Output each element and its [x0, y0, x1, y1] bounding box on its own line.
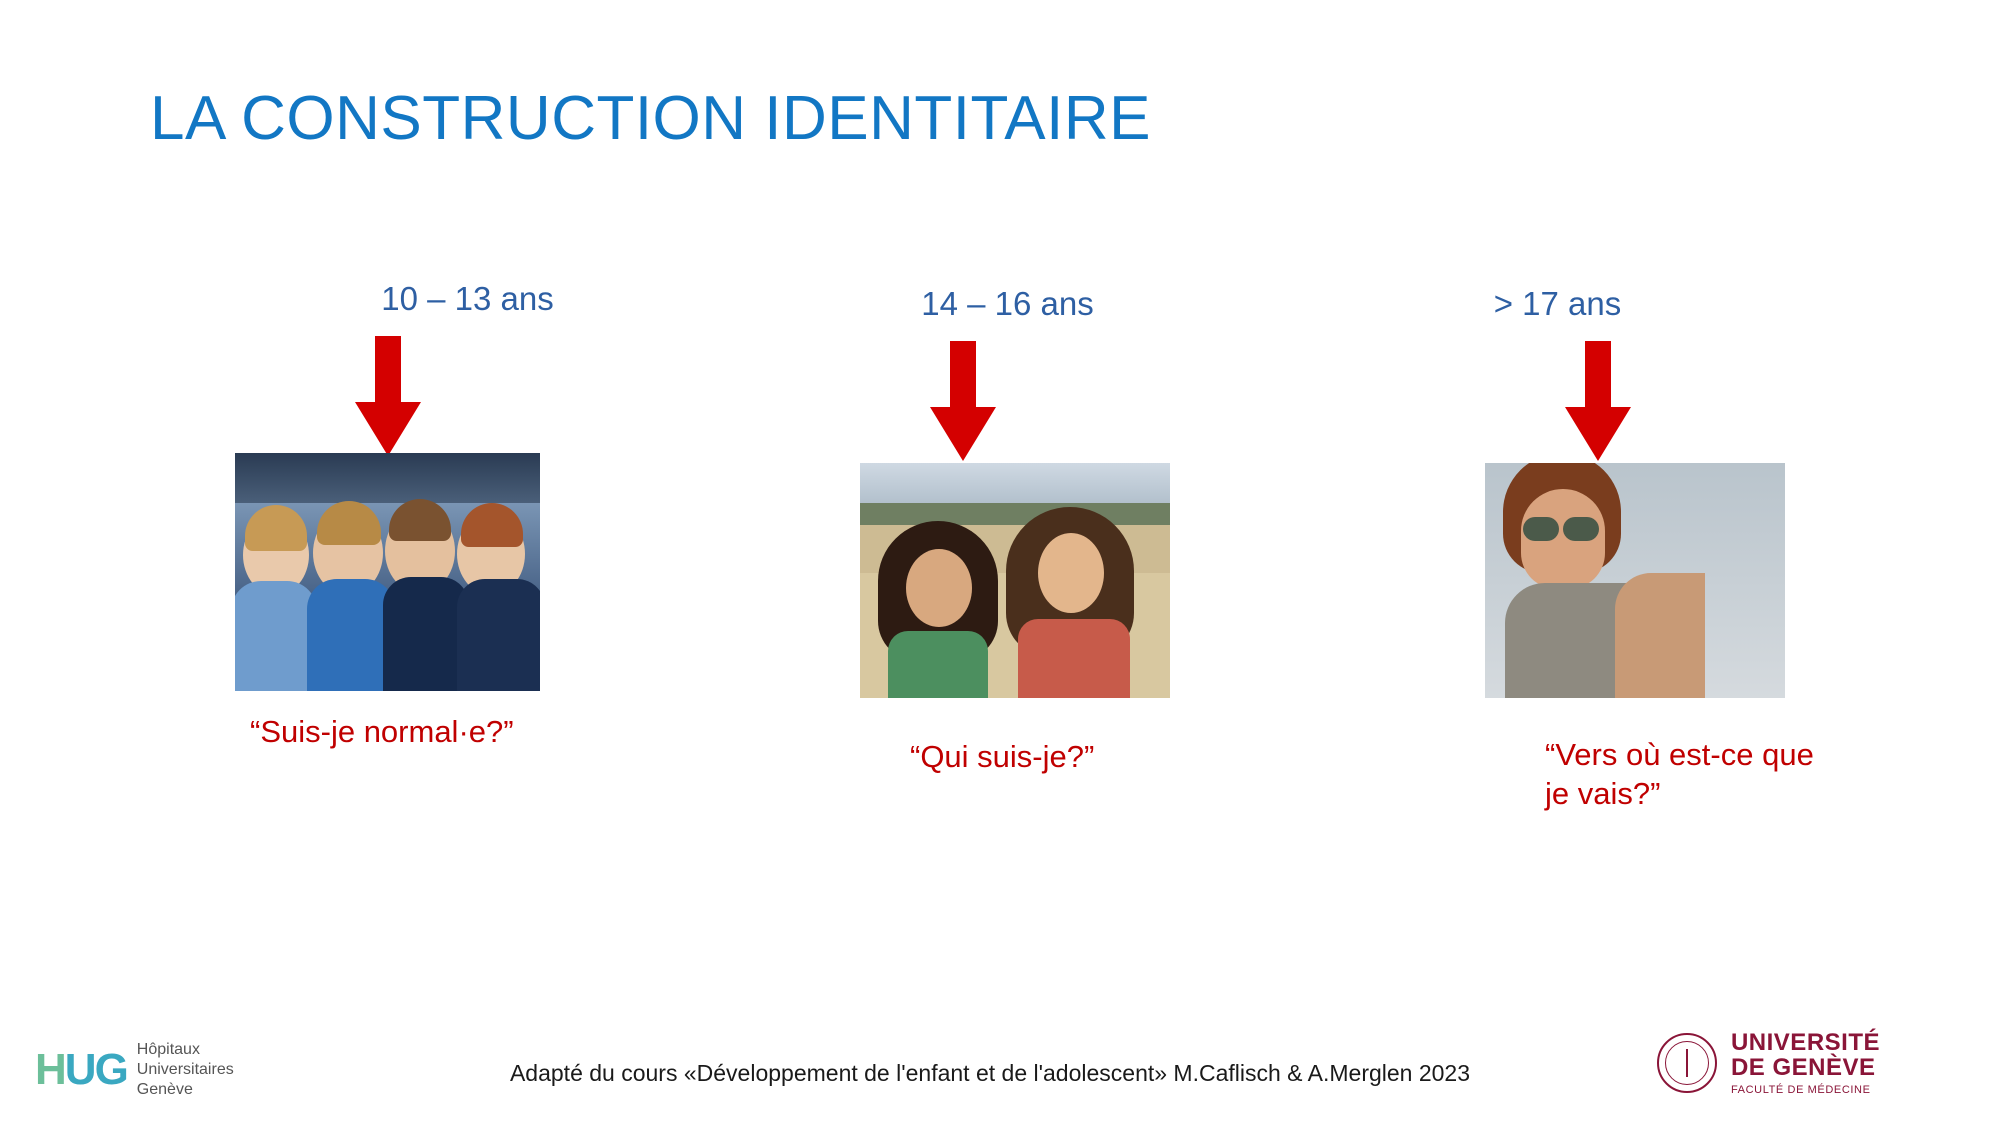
identity-stage-column-3	[1215, 280, 1814, 814]
age-label-1: 10 – 13 ans	[381, 280, 554, 317]
photo-stage-2	[860, 463, 1170, 698]
age-label-2: 14 – 16 ans	[921, 285, 1094, 322]
photo-stage-1	[235, 453, 540, 691]
arrow-container-2	[750, 323, 1220, 458]
hug-letter-h: H	[35, 1045, 65, 1094]
red-down-arrow-icon	[353, 336, 423, 458]
age-label-3: > 17 ans	[1493, 285, 1622, 322]
caption-stage-1: “Suis-je normal·e?”	[250, 714, 514, 749]
caption-stage-2: “Qui suis-je?”	[910, 739, 1095, 774]
hug-line-3: Genève	[136, 1081, 193, 1098]
hug-letter-g: G	[94, 1045, 127, 1094]
photo-stage-3	[1485, 463, 1785, 698]
hug-institution-name	[137, 1040, 234, 1100]
hug-letter-u: U	[64, 1045, 95, 1094]
unige-line-2: DE GENÈVE	[1730, 1054, 1876, 1082]
hug-logo	[35, 1040, 234, 1100]
hug-wordmark	[35, 1045, 127, 1094]
red-down-arrow-icon	[1563, 341, 1633, 463]
identity-stage-column-2	[750, 280, 1220, 777]
hug-line-1: Hôpitaux	[136, 1041, 200, 1058]
arrow-container-3	[1215, 323, 1685, 458]
page-title: LA CONSTRUCTION IDENTITAIRE	[150, 84, 1151, 153]
caption-stage-3: “Vers où est-ce que je vais?”	[1545, 737, 1814, 811]
unige-line-3: FACULTÉ DE MÉDECINE	[1730, 1084, 1871, 1097]
unige-line-1: UNIVERSITÉ	[1730, 1029, 1880, 1056]
arrow-container-1	[240, 318, 710, 453]
source-note: Adapté du cours «Développement de l'enfant et de l'adolescent» M.Caflisch & A.Merglen 2023	[509, 1060, 1471, 1086]
identity-stage-column-1	[240, 280, 710, 752]
hug-line-2: Universitaires	[136, 1061, 234, 1078]
timeline-columns	[0, 280, 2000, 980]
unige-seal-icon	[1657, 1033, 1717, 1093]
red-down-arrow-icon	[928, 341, 998, 463]
unige-wordmark	[1731, 1030, 1880, 1096]
unige-logo	[1657, 1030, 1880, 1096]
